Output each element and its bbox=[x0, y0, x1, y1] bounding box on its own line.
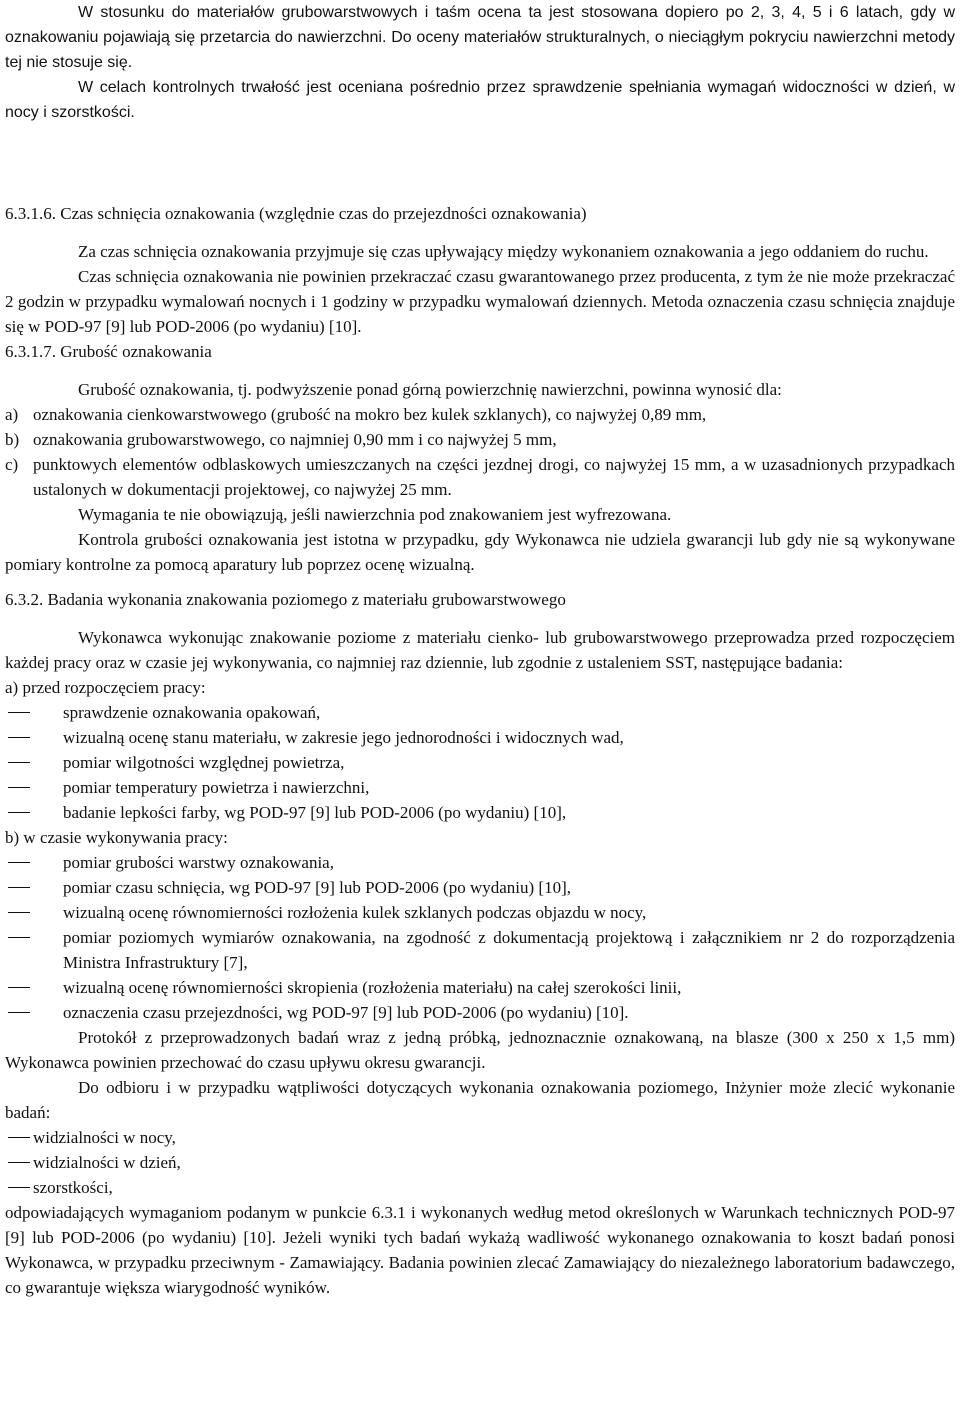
dash-marker bbox=[5, 900, 63, 925]
list-item bbox=[5, 1150, 955, 1175]
thickness-list bbox=[5, 402, 955, 502]
list-item-text: pomiar czasu schnięcia, wg POD-97 [9] lub POD-2006 (po wydaniu) [10], bbox=[63, 878, 571, 897]
paragraph-acceptance: Do odbioru i w przypadku wątpliwości dotyczących wykonania oznakowania poziomego, Inżynier może zlecić wykonanie badań: bbox=[5, 1078, 955, 1122]
dash-marker bbox=[5, 1175, 33, 1200]
document-page bbox=[5, 0, 955, 1300]
list-item-text: pomiar poziomych wymiarów oznakowania, na zgodność z dokumentacją projektową i załącznikiem nr 2 do rozporządzenia Ministra Infrastruktury [7], bbox=[63, 928, 955, 972]
dash-marker bbox=[5, 1125, 33, 1150]
list-label-before-work: a) przed rozpoczęciem pracy: bbox=[5, 678, 206, 697]
dash-marker bbox=[5, 775, 63, 800]
dash-marker bbox=[5, 800, 63, 825]
list-item bbox=[5, 725, 955, 750]
list-item bbox=[5, 800, 955, 825]
list-item bbox=[5, 452, 955, 502]
acceptance-tests-list bbox=[5, 1125, 955, 1200]
dash-marker bbox=[5, 750, 63, 775]
list-marker: a) bbox=[5, 405, 19, 424]
dash-marker bbox=[5, 875, 63, 900]
list-item-text: wizualną ocenę stanu materiału, w zakresie jego jednorodności i widocznych wad, bbox=[63, 728, 624, 747]
dash-marker bbox=[5, 850, 63, 875]
list-item-text: pomiar wilgotności względnej powietrza, bbox=[63, 753, 345, 772]
list-item bbox=[5, 1175, 955, 1200]
section-heading-6316: 6.3.1.6. Czas schnięcia oznakowania (względnie czas do przejezdności oznakowania) bbox=[5, 204, 587, 223]
paragraph-thickness-exception: Wymagania te nie obowiązują, jeśli nawierzchnia pod znakowaniem jest wyfrezowana. bbox=[78, 505, 672, 524]
list-item bbox=[5, 900, 955, 925]
dash-marker bbox=[5, 925, 63, 975]
paragraph-drying-definition: Za czas schnięcia oznakowania przyjmuje się czas upływający między wykonaniem oznakowania a jego oddaniem do ruchu. bbox=[78, 242, 929, 261]
list-item-text: widzialności w nocy, bbox=[33, 1128, 176, 1147]
paragraph-thickness-control: Kontrola grubości oznakowania jest istotna w przypadku, gdy Wykonawca nie udziela gwarancji lub gdy nie są wykonywane pomiary kontrolne za pomocą aparatury lub poprzez ocenę wizualną. bbox=[5, 530, 955, 574]
list-item bbox=[5, 1000, 955, 1025]
list-item bbox=[5, 427, 955, 452]
list-item bbox=[5, 925, 955, 975]
list-item bbox=[5, 975, 955, 1000]
list-item bbox=[5, 850, 955, 875]
paragraph-protocol: Protokół z przeprowadzonych badań wraz z jedną próbką, jednoznacznie oznakowaną, na blasze (300 x 250 x 1,5 mm) Wykonawca powinien przechować do czasu upływu okresu gwarancji. bbox=[5, 1028, 955, 1072]
dash-marker bbox=[5, 1150, 33, 1175]
paragraph-intro-2: W celach kontrolnych trwałość jest oceniana pośrednio przez sprawdzenie spełniania wymagań widoczności w dzień, w nocy i szorstkości. bbox=[5, 79, 955, 121]
during-work-list bbox=[5, 850, 955, 1025]
list-item-text: szorstkości, bbox=[33, 1178, 113, 1197]
list-item-text: punktowych elementów odblaskowych umieszczanych na części jezdnej drogi, co najwyżej 15 mm, a w uzasadnionych przypadkach ustalonych w dokumentacji projektowej, co najwyżej 25 mm. bbox=[33, 455, 955, 499]
dash-marker bbox=[5, 725, 63, 750]
paragraph-thickness-intro: Grubość oznakowania, tj. podwyższenie ponad górną powierzchnię nawierzchni, powinna wynosić dla: bbox=[78, 380, 782, 399]
list-marker: c) bbox=[5, 455, 19, 474]
list-item bbox=[5, 875, 955, 900]
list-item-text: sprawdzenie oznakowania opakowań, bbox=[63, 703, 321, 722]
section-heading-6317: 6.3.1.7. Grubość oznakowania bbox=[5, 342, 212, 361]
list-item bbox=[5, 750, 955, 775]
paragraph-conclusion: odpowiadających wymaganiom podanym w punkcie 6.3.1 i wykonanych według metod określonych w Warunkach technicznych POD-97 [9] lub POD-2006 (po wydaniu) [10]. Jeżeli wyniki tych badań wykażą wadliwość wykonanego oznakowania to koszt badań ponosi Wykonawca, w przypadku przeciwnym - Zamawiający. Badania powinien zlecać Zamawiający do niezależnego laboratorium badawczego, co gwarantuje większa wiarygodność wyników. bbox=[5, 1203, 955, 1297]
before-work-list bbox=[5, 700, 955, 825]
list-item bbox=[5, 775, 955, 800]
list-marker: b) bbox=[5, 430, 20, 449]
list-item-text: oznakowania cienkowarstwowego (grubość na mokro bez kulek szklanych), co najwyżej 0,89 mm, bbox=[33, 405, 707, 424]
list-label-during-work: b) w czasie wykonywania pracy: bbox=[5, 828, 228, 847]
list-item-text: oznakowania grubowarstwowego, co najmniej 0,90 mm i co najwyżej 5 mm, bbox=[33, 430, 557, 449]
list-item-text: pomiar temperatury powietrza i nawierzchni, bbox=[63, 778, 370, 797]
section-heading-632: 6.3.2. Badania wykonania znakowania poziomego z materiału grubowarstwowego bbox=[5, 590, 566, 609]
list-item-text: oznaczenia czasu przejezdności, wg POD-97 [9] lub POD-2006 (po wydaniu) [10]. bbox=[63, 1003, 629, 1022]
list-item bbox=[5, 402, 955, 427]
list-item bbox=[5, 1125, 955, 1150]
list-item-text: widzialności w dzień, bbox=[33, 1153, 181, 1172]
dash-marker bbox=[5, 975, 63, 1000]
list-item-text: wizualną ocenę równomierności rozłożenia kulek szklanych podczas objazdu w nocy, bbox=[63, 903, 647, 922]
list-item-text: wizualną ocenę równomierności skropienia (rozłożenia materiału) na całej szerokości linii, bbox=[63, 978, 682, 997]
paragraph-intro-1: W stosunku do materiałów grubowarstwowych i taśm ocena ta jest stosowana dopiero po 2, 3, 4, 5 i 6 latach, gdy w oznakowaniu pojawiają się przetarcia do nawierzchni. Do oceny materiałów strukturalnych, o nieciągłym pokryciu nawierzchni metody tej nie stosuje się. bbox=[5, 4, 955, 71]
dash-marker bbox=[5, 1000, 63, 1025]
paragraph-tests-intro: Wykonawca wykonując znakowanie poziome z materiału cienko- lub grubowarstwowego przeprowadza przed rozpoczęciem każdej pracy oraz w czasie jej wykonywania, co najmniej raz dziennie, lub zgodnie z ustaleniem SST, następujące badania: bbox=[5, 628, 955, 672]
list-item-text: pomiar grubości warstwy oznakowania, bbox=[63, 853, 334, 872]
paragraph-drying-limits: Czas schnięcia oznakowania nie powinien przekraczać czasu gwarantowanego przez producenta, z tym że nie może przekraczać 2 godzin w przypadku wymalowań nocnych i 1 godziny w przypadku wymalowań dziennych. Metoda oznaczenia czasu schnięcia znajduje się w POD-97 [9] lub POD-2006 (po wydaniu) [10]. bbox=[5, 267, 955, 336]
list-item-text: badanie lepkości farby, wg POD-97 [9] lub POD-2006 (po wydaniu) [10], bbox=[63, 803, 567, 822]
dash-marker bbox=[5, 700, 63, 725]
list-item bbox=[5, 700, 955, 725]
